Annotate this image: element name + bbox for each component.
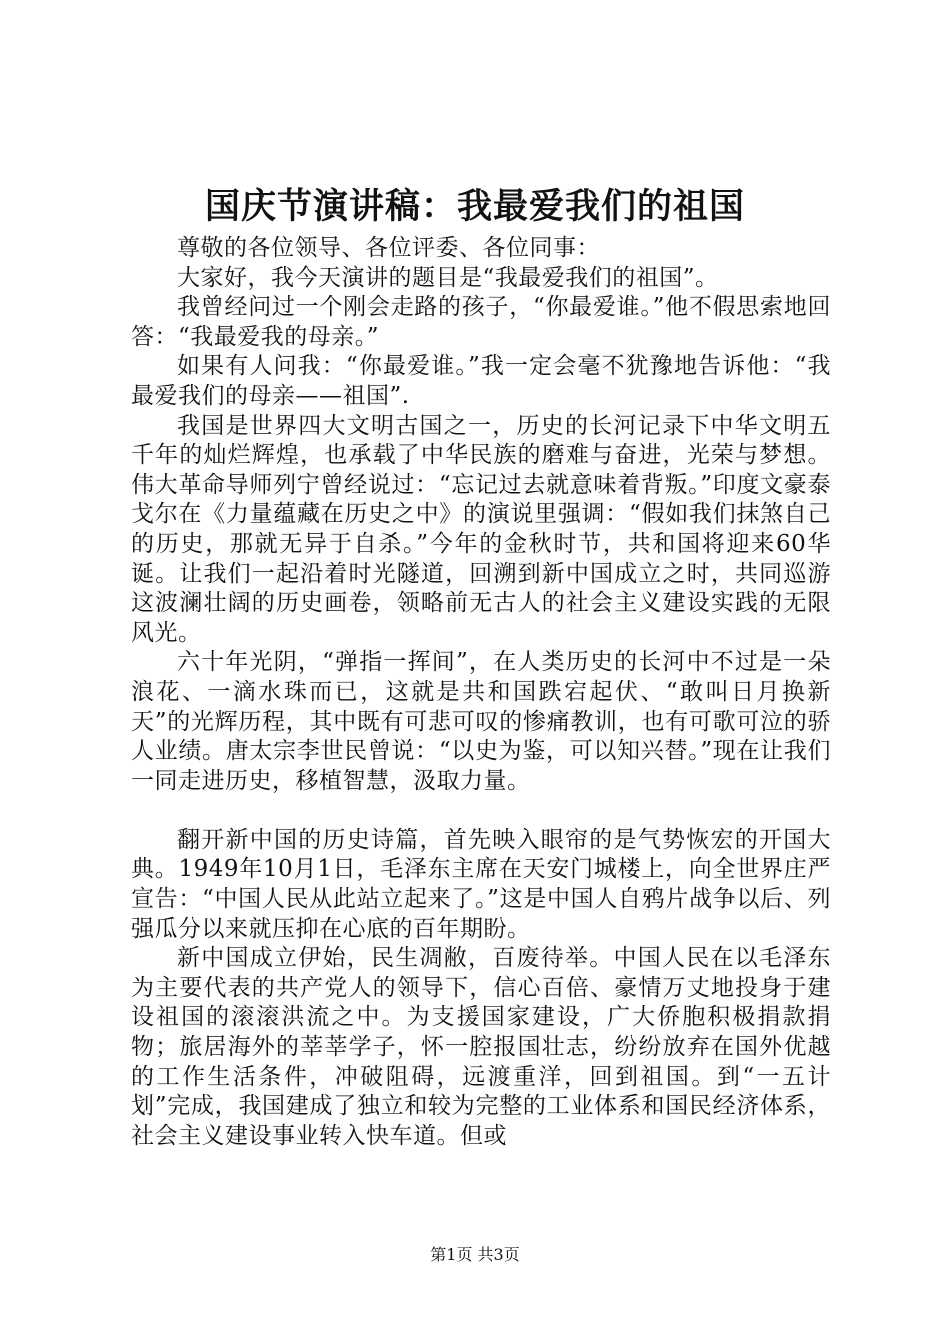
document-title: 国庆节演讲稿：我最爱我们的祖国 xyxy=(204,186,745,227)
paragraph-founding: 翻开新中国的历史诗篇，首先映入眼帘的是气势恢宏的开国大典。1949年10月1日，毛泽东主席在天安门城楼上，向全世界庄严宣告：“中国人民从此站立起来了。”这是中国人自鸦片战争以后、列强瓜分以来就压抑在心底的百年期盼。 xyxy=(131,826,831,942)
document-body xyxy=(131,234,831,1151)
paragraph-salutation: 尊敬的各位领导、各位评委、各位同事： xyxy=(177,235,600,261)
paragraph-history: 我国是世界四大文明古国之一，历史的长河记录下中华文明五千年的灿烂辉煌，也承载了中华民族的磨难与奋进，光荣与梦想。伟大革命导师列宁曾经说过：“忘记过去就意味着背叛。”印度文豪泰戈尔在《力量蕴藏在历史之中》的演说里强调：“假如我们抹煞自己的历史，那就无异于自杀。”今年的金秋时节，共和国将迎来60华诞。让我们一起沿着时光隧道，回溯到新中国成立之时，共同巡游这波澜壮阔的历史画卷，领略前无古人的社会主义建设实践的无限风光。 xyxy=(131,412,831,646)
paragraph-sixty-years: 六十年光阴，“弹指一挥间”，在人类历史的长河中不过是一朵浪花、一滴水珠而已，这就是共和国跌宕起伏、“敢叫日月换新天”的光辉历程，其中既有可悲可叹的惨痛教训，也有可歌可泣的骄人业绩。唐太宗李世民曾说：“以史为鉴，可以知兴替。”现在让我们一同走进历史，移植智慧，汲取力量。 xyxy=(131,649,831,794)
paragraph-child-question: 我曾经问过一个刚会走路的孩子，“你最爱谁。”他不假思索地回答：“我最爱我的母亲。” xyxy=(131,294,831,350)
paragraph-my-answer: 如果有人问我：“你最爱谁。”我一定会毫不犹豫地告诉他：“我最爱我们的母亲——祖国”. xyxy=(131,353,831,409)
page-number-footer: 第1页 共3页 xyxy=(430,1245,520,1264)
paragraph-early-construction: 新中国成立伊始，民生凋敝，百废待举。中国人民在以毛泽东为主要代表的共产党人的领导下，信心百倍、豪情万丈地投身于建设祖国的滚滚洪流之中。为支援国家建设，广大侨胞积极捐款捐物；旅居海外的莘莘学子，怀一腔报国壮志，纷纷放弃在国外优越的工作生活条件，冲破阻碍，远渡重洋，回到祖国。到“一五计划”完成，我国建成了独立和较为完整的工业体系和国民经济体系，社会主义建设事业转入快车道。但或 xyxy=(131,945,831,1149)
paragraph-greeting: 大家好，我今天演讲的题目是“我最爱我们的祖国”。 xyxy=(177,264,719,291)
